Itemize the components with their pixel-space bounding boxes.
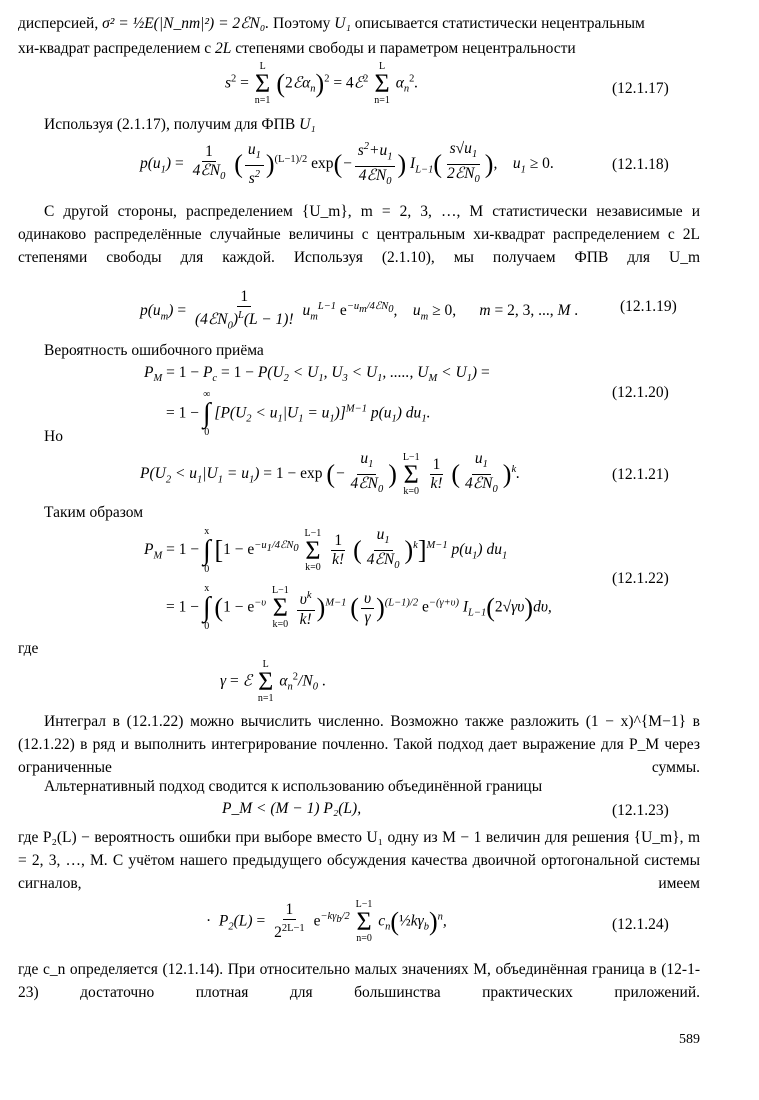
equation-12-1-24: · $P_2(L)$ = $\frac{1}{2^{2L-1}}$ $e^{-k\gamma_b/2}$ L−1 Σ n=0 $c_n(\frac{1}{2}k\gamma_b)^n$, [206,899,447,944]
equation-number-12-1-21: (12.1.21) [612,466,669,483]
text-dispersion: дисперсией [18,15,95,32]
equation-12-1-22-line-2: = 1 − x ∫ 0 ($1 - e^{-\upsilon}$ L−1 Σ k=0 $\frac{\upsilon^k}{k!}$ )$^{M-1}$ ( $\frac{\upsilon}{\gamma}$ )$^{(L-1)/2}$ $e^{-(\gamma+\upsilon)}$ $I_{L-1}(2√\gamma\upsilon)d\upsilon$, [166,583,552,632]
equation-12-1-21: $P(U_2 < u_1|U_1 = u_1) = 1 - \exp$ (− $\frac{u_1}{4ℰN_0}$ ) L−1 Σ k=0 $\frac{1}{k!}$ ( $\frac{u_1}{4ℰN_0}$ )$^k$. [140,450,520,497]
equation-number-12-1-18: (12.1.18) [612,156,669,173]
formula-sigma: σ² = ½E(|N_nm|²) = 2ℰN₀. [102,15,270,32]
text-error-probability: Вероятность ошибочного приёма [44,342,264,359]
text-but: Но [44,428,63,445]
equation-12-1-18: $p(u_1)$ = $\frac{1}{4ℰN_0}$ ( $\frac{u_1}{s^2}$ )$^{(L-1)/2}$ exp(− $\frac{s^2+u_1}{4ℰN_0}$ ) $I_{L-1}$( $\frac{s√u_1}{2ℰN_0}$ ), $u_1 \ge 0$. [140,138,554,191]
paragraph-integral: Интеграл в (12.1.22) можно вычислить численно. Возможно также разложить (1 − x)^{M−1} в (12.1.22) в ряд и выполнить интегрирование почленно. Такой подход дает выражение для P_M через ограниченные суммы. [18,713,700,776]
text-alternative: Альтернативный подход сводится к использованию объединённой границы [44,778,543,795]
text-thus: Таким образом [44,504,144,521]
paragraph-other-side: С другой стороны, распределением {U_m}, m = 2, 3, …, M статистически независимые и одинаково распределённые случайные величины с центральным хи-квадрат распределением с 2L степенями свободы для каждой. Используя (2.1.10), мы получаем ФПВ для U_m [18,203,700,266]
equation-number-12-1-23: (12.1.23) [612,802,669,819]
text-line-1: дисперсией, σ² = ½E(|N_nm|²) = 2ℰN₀. Поэтому U₁ описывается статистически нецентральным [18,15,645,32]
text-therefore: Поэтому [273,15,331,32]
text-chi-square: хи-квадрат распределением с [18,40,212,57]
text-line-2 [18,40,576,58]
text-where-1: где [18,640,39,657]
equation-gamma: γ = ℰ L Σ n=1 $\alpha_n^2/N_0$ . [220,659,326,704]
text-using-2-1-17: Используя (2.1.17), получим для ФПВ U₁ [44,116,316,133]
equation-12-1-22: $P_M = 1$ − x ∫ 0 [$1 - e^{-u_1/4ℰN_0}$ L−1 Σ k=0 $\frac{1}{k!}$ ( $\frac{u_1}{4ℰN_0}$ )$^k$]$^{M-1}$ $p(u_1)$ $du_1$ [144,525,508,575]
equation-12-1-19: $p(u_m)$ = $\frac{1}{(4ℰN_0)^L(L - 1)!}$ $u_m^{L-1}$ $e^{-u_m/4ℰN_0}$, $u_m \ge 0$, m = 2, 3, ..., M . [140,288,579,332]
equation-12-1-20-line-2: = 1 − ∞ ∫ 0 $[P(U_2 < u_1|U_1 = u_1)]^{M-1}$ $p(u_1)$ $du_1$. [166,389,431,438]
equation-number-12-1-22: (12.1.22) [612,570,669,587]
equation-number-12-1-20: (12.1.20) [612,384,669,401]
equation-number-12-1-19: (12.1.19) [620,298,677,315]
symbol-2L: 2L [215,40,232,57]
equation-12-1-17: $s^2$ = L Σ n=1 (2ℰα$_n$)$^2$ = 4ℰ$^2$ L Σ n=1 $\alpha_n^2$. [225,61,419,106]
text-described: описывается статистически нецентральным [354,15,645,32]
text-degrees: степенями свободы и параметром нецентральности [235,40,576,57]
paragraph-cn-defined: где c_n определяется (12.1.14). При относительно малых значениях M, объединённая граница в (12-1-23) достаточно плотная для большинства практических приложений. [18,961,700,1001]
symbol-u1: U₁ [334,15,351,32]
equation-12-1-20: $P_M = 1 - P_c = 1 - P(U_2 < U_1$, $U_3 < U_1$, ....., $U_M < U_1$) = [144,364,490,385]
equation-number-12-1-17: (12.1.17) [612,80,669,97]
paragraph-where-p2: где P₂(L) − вероятность ошибки при выборе вместо U₁ одну из M − 1 величин для решения {U_m}, m = 2, 3, …, M. С учётом нашего предыдущего обсуждения качества двоичной ортогональной системы сигналов, имеем [18,829,700,892]
equation-number-12-1-24: (12.1.24) [612,916,669,933]
page-number: 589 [679,1032,700,1047]
equation-12-1-23: P_M < (M − 1) P₂(L), [222,800,362,817]
